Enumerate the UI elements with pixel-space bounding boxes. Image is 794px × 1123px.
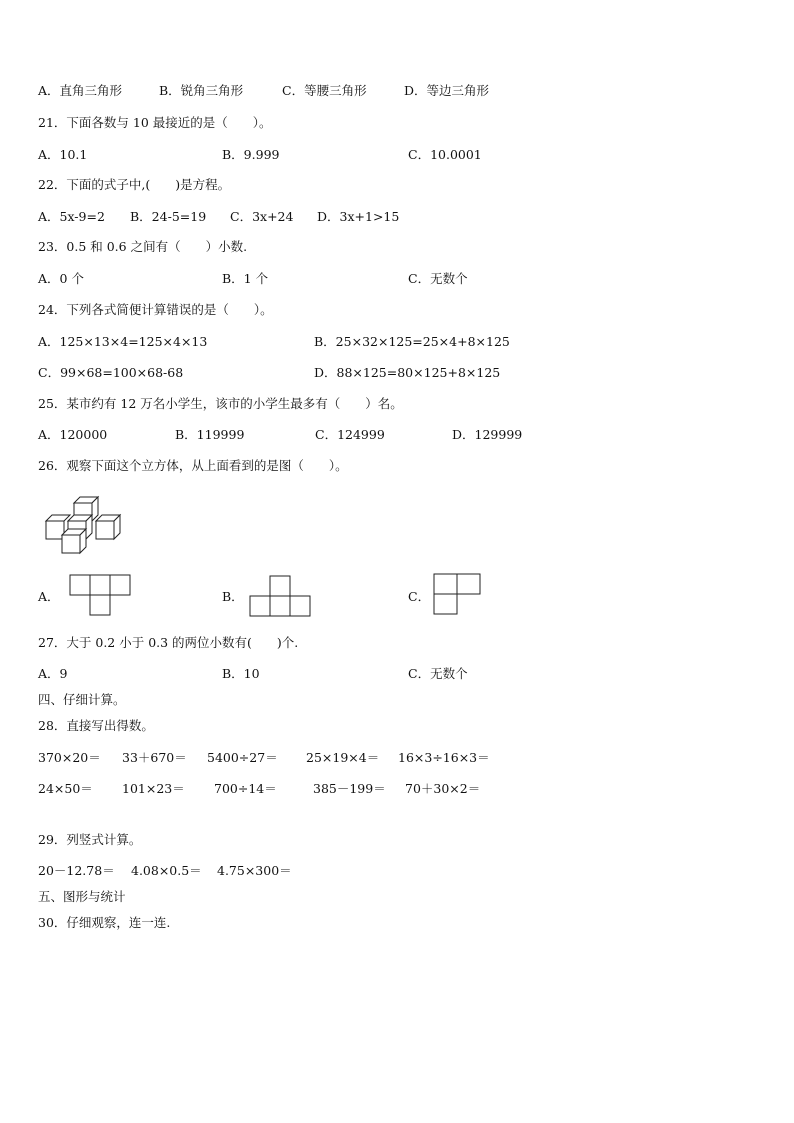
q28-r2-5: 70＋30×2＝	[405, 781, 481, 796]
q28-r1-5: 16×3÷16×3＝	[398, 750, 490, 765]
q28-r2-3: 700÷14＝	[214, 781, 277, 796]
q22-stem: 22．下面的式子中,( )是方程。	[38, 177, 231, 192]
section4-title: 四、仔细计算。	[38, 692, 126, 707]
q24-option-d: D．88×125=80×125+8×125	[314, 365, 501, 380]
q22-option-a: A．5x-9=2	[38, 209, 105, 224]
q20-option-c: C．等腰三角形	[282, 83, 367, 98]
q22-option-c: C．3x+24	[230, 209, 294, 224]
q22-option-d: D．3x+1>15	[317, 209, 400, 224]
q21-option-c: C．10.0001	[408, 147, 482, 162]
q26-figure-b	[249, 575, 311, 617]
q28-r2-4: 385－199＝	[313, 781, 386, 796]
q24-stem: 24．下列各式简便计算错误的是（ ）。	[38, 302, 273, 317]
q25-option-b: B．119999	[175, 427, 245, 442]
q25-option-c: C．124999	[315, 427, 385, 442]
q28-r1-2: 33＋670＝	[122, 750, 187, 765]
q21-option-b: B．9.999	[222, 147, 280, 162]
q27-option-a: A．9	[38, 666, 68, 681]
q23-option-a: A．0 个	[38, 271, 84, 286]
q27-option-c: C．无数个	[408, 666, 468, 681]
q28-r1-1: 370×20＝	[38, 750, 101, 765]
q24-option-a: A．125×13×4=125×4×13	[38, 334, 208, 349]
q25-option-d: D．129999	[452, 427, 523, 442]
q28-r2-1: 24×50＝	[38, 781, 93, 796]
q27-stem: 27．大于 0.2 小于 0.3 的两位小数有( )个.	[38, 635, 299, 650]
q21-stem: 21．下面各数与 10 最接近的是（ ）。	[38, 115, 272, 130]
q28-r1-3: 5400÷27＝	[207, 750, 278, 765]
section5-title: 五、图形与统计	[38, 889, 126, 904]
q26-option-c: C．	[408, 589, 431, 604]
q26-figure-a	[69, 574, 131, 616]
q28-r2-2: 101×23＝	[122, 781, 185, 796]
q30-stem: 30．仔细观察，连一连.	[38, 915, 171, 930]
q26-option-b: B．	[222, 589, 244, 604]
q25-option-a: A．120000	[38, 427, 108, 442]
q26-figure-c	[433, 573, 481, 615]
q23-stem: 23．0.5 和 0.6 之间有（ ）小数.	[38, 239, 248, 254]
q29-item-1: 20－12.78＝	[38, 863, 115, 878]
q22-option-b: B．24-5=19	[130, 209, 207, 224]
q27-option-b: B．10	[222, 666, 260, 681]
q20-option-d: D．等边三角形	[404, 83, 490, 98]
q26-stem: 26．观察下面这个立方体，从上面看到的是图（ ）。	[38, 458, 348, 473]
q28-r1-4: 25×19×4＝	[306, 750, 380, 765]
q20-option-b: B．锐角三角形	[159, 83, 244, 98]
q28-stem: 28．直接写出得数。	[38, 718, 154, 733]
cube-stack-figure	[44, 495, 124, 557]
q25-stem: 25．某市约有 12 万名小学生，该市的小学生最多有（ ）名。	[38, 396, 403, 411]
q20-option-a: A．直角三角形	[38, 83, 123, 98]
q26-option-a: A．	[38, 589, 60, 604]
q24-option-c: C．99×68=100×68-68	[38, 365, 184, 380]
q29-item-2: 4.08×0.5＝	[131, 863, 202, 878]
q21-option-a: A．10.1	[38, 147, 88, 162]
q29-stem: 29．列竖式计算。	[38, 832, 142, 847]
q23-option-b: B．1 个	[222, 271, 269, 286]
q24-option-b: B．25×32×125=25×4+8×125	[314, 334, 510, 349]
q23-option-c: C．无数个	[408, 271, 468, 286]
q29-item-3: 4.75×300＝	[217, 863, 292, 878]
